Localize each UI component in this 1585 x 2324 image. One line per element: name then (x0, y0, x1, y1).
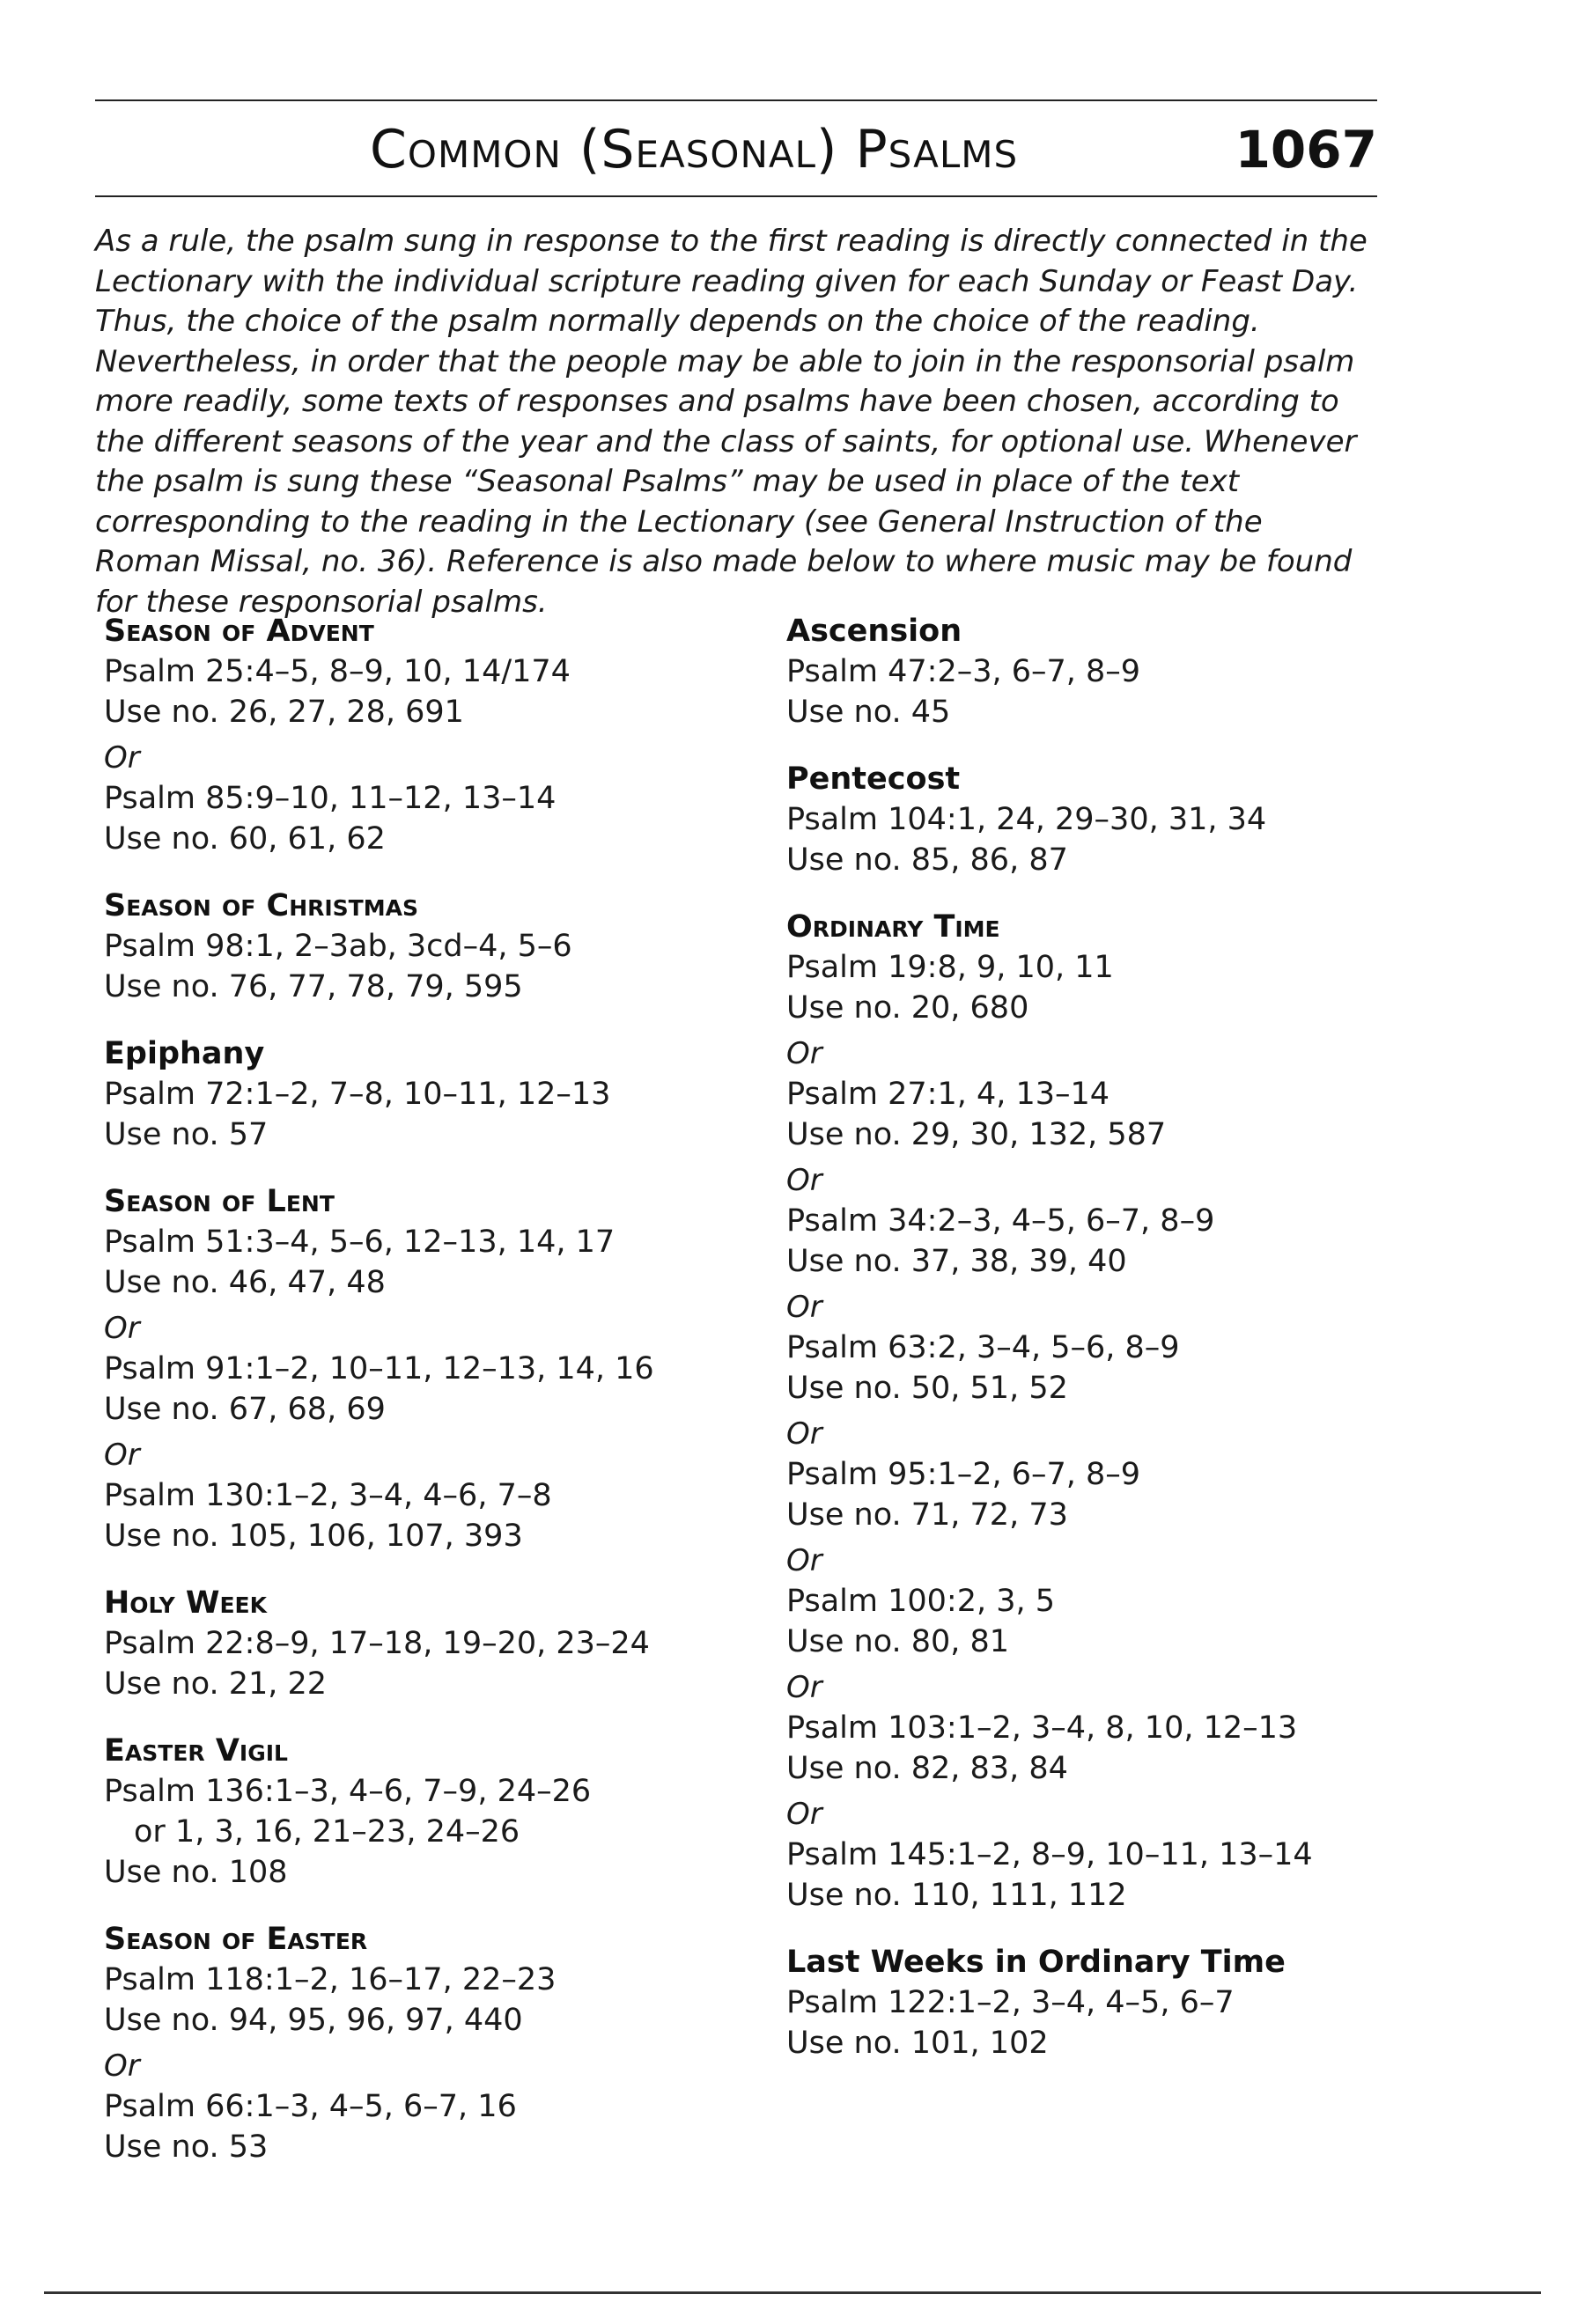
psalm-reference: Psalm 103:1–2, 3–4, 8, 10, 12–13 (786, 1710, 1298, 1746)
section-pentecost (786, 759, 1456, 880)
use-numbers: Use no. 53 (104, 2129, 269, 2165)
or-separator: Or (786, 1416, 822, 1452)
use-numbers: Use no. 76, 77, 78, 79, 595 (104, 969, 523, 1004)
use-numbers: Use no. 60, 61, 62 (104, 821, 386, 857)
use-numbers: Use no. 21, 22 (104, 1666, 328, 1702)
psalm-reference: Psalm 104:1, 24, 29–30, 31, 34 (786, 802, 1267, 837)
page-header (95, 114, 1377, 194)
or-separator: Or (104, 1438, 140, 1473)
use-numbers: Use no. 71, 72, 73 (786, 1497, 1068, 1533)
use-numbers: Use no. 94, 95, 96, 97, 440 (104, 2003, 523, 2038)
or-separator: Or (104, 1311, 140, 1346)
section-epiphany (104, 1033, 773, 1155)
section-title: Ascension (786, 614, 962, 649)
use-numbers: Use no. 108 (104, 1855, 288, 1890)
section-ascension (786, 611, 1456, 732)
section-last-weeks-in-ordinary-time (786, 1942, 1456, 2063)
use-numbers: Use no. 80, 81 (786, 1624, 1010, 1659)
use-numbers: Use no. 26, 27, 28, 691 (104, 695, 464, 730)
psalm-reference: Psalm 25:4–5, 8–9, 10, 14/174 (104, 654, 571, 689)
or-separator: Or (104, 2048, 140, 2084)
use-numbers: Use no. 110, 111, 112 (786, 1878, 1127, 1913)
use-numbers: Use no. 57 (104, 1117, 269, 1152)
psalm-reference: Psalm 95:1–2, 6–7, 8–9 (786, 1457, 1141, 1492)
psalm-reference: Psalm 27:1, 4, 13–14 (786, 1077, 1110, 1112)
psalm-reference: Psalm 19:8, 9, 10, 11 (786, 950, 1114, 985)
use-numbers: Use no. 37, 38, 39, 40 (786, 1244, 1127, 1279)
psalm-reference: Psalm 130:1–2, 3–4, 4–6, 7–8 (104, 1478, 552, 1513)
or-separator: Or (786, 1163, 822, 1198)
section-season-of-lent (104, 1181, 773, 1556)
section-title: Season of Lent (104, 1184, 335, 1219)
section-title: Epiphany (104, 1036, 265, 1071)
psalm-reference: Psalm 100:2, 3, 5 (786, 1584, 1056, 1619)
section-title: Season of Advent (104, 614, 374, 649)
section-title: Holy Week (104, 1585, 268, 1621)
use-numbers: Use no. 45 (786, 695, 951, 730)
psalm-reference: Psalm 63:2, 3–4, 5–6, 8–9 (786, 1330, 1180, 1365)
or-separator: Or (786, 1036, 822, 1071)
footer-rule (44, 2291, 1541, 2294)
right-column (786, 611, 1456, 2090)
section-ordinary-time (786, 907, 1456, 1916)
psalm-reference: Psalm 47:2–3, 6–7, 8–9 (786, 654, 1141, 689)
use-numbers: Use no. 105, 106, 107, 393 (104, 1519, 523, 1554)
or-separator: Or (786, 1543, 822, 1578)
psalm-reference: Psalm 91:1–2, 10–11, 12–13, 14, 16 (104, 1351, 654, 1386)
use-numbers: Use no. 85, 86, 87 (786, 842, 1068, 878)
use-numbers: Use no. 50, 51, 52 (786, 1371, 1068, 1406)
or-separator: Or (786, 1670, 822, 1705)
header-bottom-rule (95, 195, 1377, 197)
section-title: Season of Easter (104, 1922, 368, 1957)
psalm-reference: Psalm 22:8–9, 17–18, 19–20, 23–24 (104, 1626, 650, 1661)
section-title: Pentecost (786, 761, 961, 797)
psalm-reference-alt: or 1, 3, 16, 21–23, 24–26 (134, 1814, 520, 1850)
left-column (104, 611, 773, 2194)
use-numbers: Use no. 46, 47, 48 (104, 1265, 386, 1300)
use-numbers: Use no. 82, 83, 84 (786, 1751, 1068, 1786)
section-title: Season of Christmas (104, 888, 418, 923)
section-season-of-christmas (104, 886, 773, 1007)
psalm-reference: Psalm 34:2–3, 4–5, 6–7, 8–9 (786, 1203, 1215, 1239)
intro-paragraph: As a rule, the psalm sung in response to the first reading is directly connected in the Lectionary with the individual scripture reading given for each Sunday or Feast Day. Thus, the choice of the psalm normally depends on the choice of the reading. Nevertheless, in order that the people may be able to join in the responsorial psalm more readily, some texts of responses and psalms have been chosen, according to the different seasons of the year and the class of saints, for optional use. Whenever the psalm is sung these “Seasonal Psalms” may be used in place of the text corresponding to the reading in the Lectionary (see General Instruction of the Roman Missal, no. 36). Reference is also made below to where music may be found for these responsorial psalms. (95, 224, 1368, 620)
section-holy-week (104, 1583, 773, 1704)
section-season-of-easter (104, 1919, 773, 2167)
psalm-reference: Psalm 98:1, 2–3ab, 3cd–4, 5–6 (104, 929, 572, 964)
use-numbers: Use no. 29, 30, 132, 587 (786, 1117, 1167, 1152)
or-separator: Or (786, 1797, 822, 1832)
use-numbers: Use no. 67, 68, 69 (104, 1392, 386, 1427)
or-separator: Or (104, 740, 140, 776)
psalm-reference: Psalm 145:1–2, 8–9, 10–11, 13–14 (786, 1837, 1313, 1872)
psalm-reference: Psalm 85:9–10, 11–12, 13–14 (104, 781, 557, 816)
psalm-reference: Psalm 66:1–3, 4–5, 6–7, 16 (104, 2089, 517, 2124)
section-title: Easter Vigil (104, 1733, 288, 1769)
psalm-reference: Psalm 122:1–2, 3–4, 4–5, 6–7 (786, 1985, 1235, 2020)
use-numbers: Use no. 20, 680 (786, 990, 1029, 1026)
page-title: Common (Seasonal) Psalms (370, 119, 1019, 180)
psalm-reference: Psalm 72:1–2, 7–8, 10–11, 12–13 (104, 1077, 611, 1112)
use-numbers: Use no. 101, 102 (786, 2026, 1049, 2061)
section-season-of-advent (104, 611, 773, 859)
psalm-reference: Psalm 136:1–3, 4–6, 7–9, 24–26 (104, 1774, 592, 1809)
psalm-reference: Psalm 118:1–2, 16–17, 22–23 (104, 1962, 557, 1997)
section-title: Last Weeks in Ordinary Time (786, 1945, 1286, 1980)
header-top-rule (95, 99, 1377, 101)
page-number: 1067 (1235, 120, 1377, 180)
section-easter-vigil (104, 1731, 773, 1893)
or-separator: Or (786, 1290, 822, 1325)
psalm-reference: Psalm 51:3–4, 5–6, 12–13, 14, 17 (104, 1225, 616, 1260)
section-title: Ordinary Time (786, 909, 1000, 945)
